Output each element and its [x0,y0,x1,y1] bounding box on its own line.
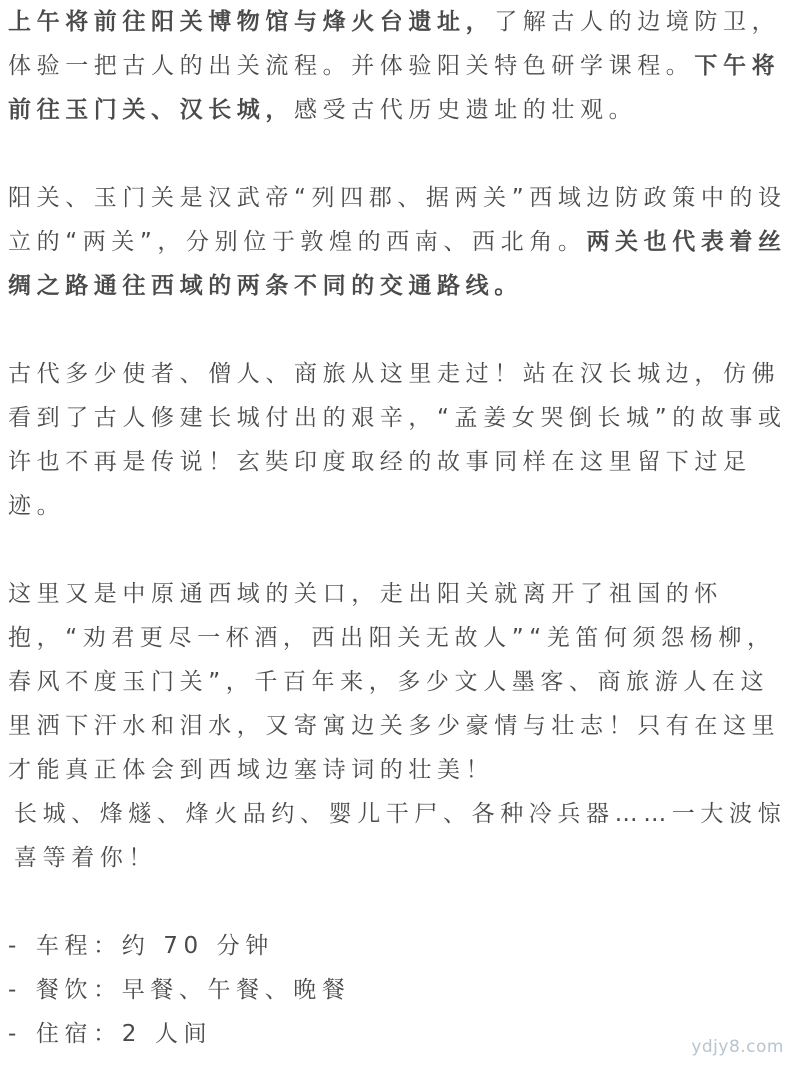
lodging-text: 住宿：2 人间 [35,1021,213,1047]
morning-details: 了解古人的边境防卫，体验一把古人的出关流程。并体验阳关特色研学课程。 [8,9,781,79]
two-passes-text: 阳关、玉门关是汉武帝“列四郡、据两关”西域边防政策中的设立的“两关”，分别位于敦煌的西南、西北角。 [8,185,787,255]
bold-afternoon-plan: 下午将前往玉门关、汉长城， [8,53,781,123]
bold-silk-road-routes: 两关也代表着丝绸之路通往西域的两条不同的交通路线。 [8,229,787,299]
meals-text: 餐饮：早餐、午餐、晚餐 [35,977,351,1003]
article-body [8,0,792,1056]
paragraph-itinerary [8,0,792,132]
bold-morning-plan: 上午将前往阳关博物馆与烽火台遗址， [8,9,495,35]
dash-bullet: - [8,1021,22,1047]
dash-bullet: - [8,977,22,1003]
info-item-travel-time [8,924,792,968]
paragraph-poetry: 这里又是中原通西域的关口，走出阳关就离开了祖国的怀抱，“劝君更尽一杯酒，西出阳关无故人”“羌笛何须怨杨柳，春风不度玉门关”，千百年来，多少文人墨客、商旅游人在这里洒下汗水和泪水，又寄寓边关多少豪情与壮志！只有在这里才能真正体会到西域边塞诗词的壮美！ [8,581,781,783]
trip-info-list [8,924,792,1056]
info-item-meals [8,968,792,1012]
paragraph-two-passes [8,176,792,308]
travel-time-text: 车程：约 70 分钟 [35,933,274,959]
watermark: ydjy8.com [691,1037,784,1057]
dash-bullet: - [8,933,22,959]
afternoon-details: 感受古代历史遗址的壮观。 [294,97,638,123]
paragraph-highlights: 长城、烽燧、烽火品约、婴儿干尸、各种冷兵器……一大波惊喜等着你！ [14,801,787,871]
paragraph-history: 古代多少使者、僧人、商旅从这里走过！站在汉长城边，仿佛看到了古人修建长城付出的艰辛，“孟姜女哭倒长城”的故事或许也不再是传说！玄奘印度取经的故事同样在这里留下过足迹。 [8,361,787,519]
info-item-lodging [8,1012,792,1056]
